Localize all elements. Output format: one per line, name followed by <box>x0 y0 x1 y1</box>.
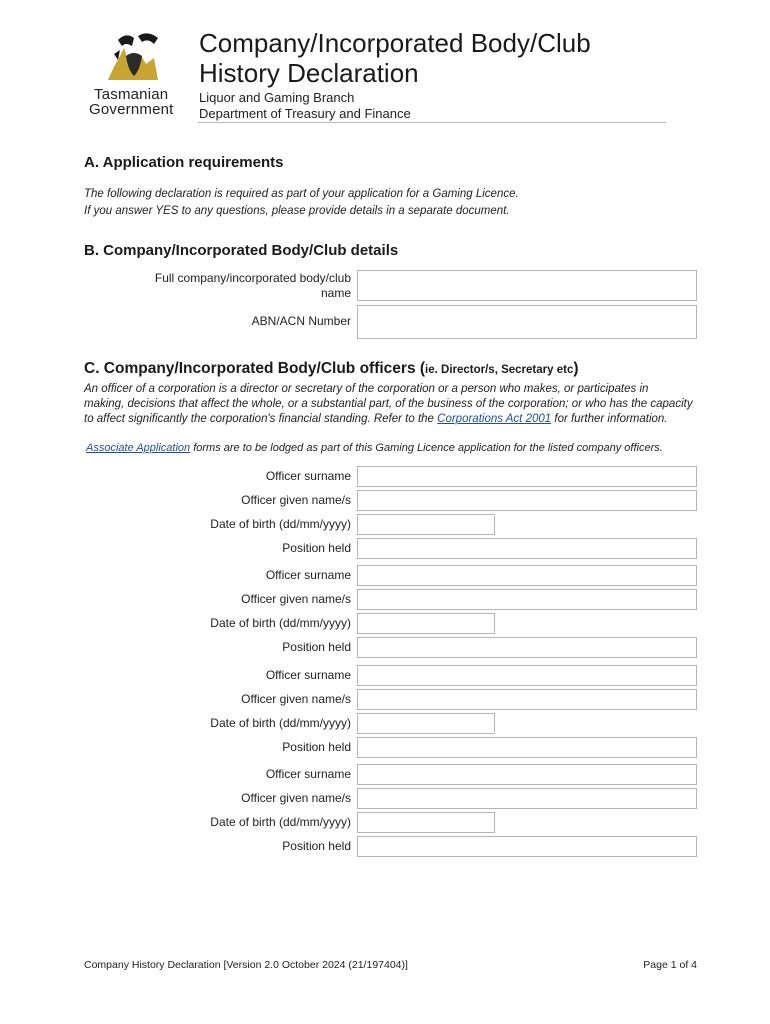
section-c-heading-note: ie. Director/s, Secretary etc <box>425 364 574 376</box>
officer-given-names-label: Officer given name/s <box>241 493 351 507</box>
associate-application-note <box>86 441 663 456</box>
footer-page-number: Page 1 of 4 <box>643 959 697 971</box>
tasmanian-government-logo <box>82 30 182 120</box>
officer-surname-input[interactable] <box>357 764 697 785</box>
officer-given-names-input[interactable] <box>357 689 697 710</box>
officer-surname-input[interactable] <box>357 466 697 487</box>
officer-date-of-birth-label: Date of birth (dd/mm/yyyy) <box>210 815 351 829</box>
section-b-heading: B. Company/Incorporated Body/Club details <box>84 242 399 259</box>
associate-application-link[interactable]: Associate Application <box>86 442 191 454</box>
officer-surname-label: Officer surname <box>265 668 351 682</box>
associate-application-text: forms are to be lodged as part of this Gaming Licence application for the listed company officers. <box>193 442 663 454</box>
officer-given-names-label: Officer given name/s <box>241 692 351 706</box>
officer-given-names-input[interactable] <box>357 589 697 610</box>
officer-description-line3 <box>84 412 668 427</box>
officer-position-input[interactable] <box>357 637 697 658</box>
section-c-heading-close: ) <box>573 360 579 377</box>
branch-name: Liquor and Gaming Branch <box>199 90 355 105</box>
officer-description-line3-end: for further information. <box>554 413 668 425</box>
officer-date-of-birth-input[interactable] <box>357 713 495 734</box>
tasmanian-tiger-icon <box>104 30 164 86</box>
section-a-line1: The following declaration is required as part of your application for a Gaming Licence. <box>84 188 519 200</box>
officer-position-label: Position held <box>282 640 351 654</box>
company-name-label-line2: name <box>320 286 351 300</box>
officer-position-input[interactable] <box>357 538 697 559</box>
abn-acn-input[interactable] <box>357 305 697 339</box>
section-c-heading <box>84 360 579 378</box>
officer-given-names-label: Officer given name/s <box>241 592 351 606</box>
corporations-act-link[interactable]: Corporations Act 2001 <box>437 413 552 425</box>
abn-acn-label: ABN/ACN Number <box>251 314 351 328</box>
company-name-label-line1: Full company/incorporated body/club <box>154 271 351 285</box>
footer-document-info: Company History Declaration [Version 2.0 October 2024 (21/197404)] <box>84 959 408 971</box>
officer-position-input[interactable] <box>357 836 697 857</box>
officer-date-of-birth-input[interactable] <box>357 514 495 535</box>
officer-given-names-input[interactable] <box>357 490 697 511</box>
header-divider <box>198 122 666 123</box>
section-a-line2: If you answer YES to any questions, please provide details in a separate document. <box>84 205 510 217</box>
officer-position-label: Position held <box>282 541 351 555</box>
officer-description-line1: An officer of a corporation is a director or secretary of the corporation or a person who makes, or participates in <box>84 383 649 395</box>
officer-date-of-birth-input[interactable] <box>357 613 495 634</box>
officer-date-of-birth-label: Date of birth (dd/mm/yyyy) <box>210 616 351 630</box>
section-a-heading: A. Application requirements <box>84 154 284 171</box>
officer-surname-input[interactable] <box>357 565 697 586</box>
officer-surname-label: Officer surname <box>265 469 351 483</box>
officer-surname-label: Officer surname <box>265 767 351 781</box>
officer-position-label: Position held <box>282 740 351 754</box>
logo-text-line2: Government <box>89 101 174 118</box>
officer-description-line2: making, decisions that affect the whole, or a substantial part, of the business of the corporation; or who has the capacity <box>84 398 693 410</box>
officer-surname-label: Officer surname <box>265 568 351 582</box>
officer-date-of-birth-label: Date of birth (dd/mm/yyyy) <box>210 716 351 730</box>
officer-given-names-input[interactable] <box>357 788 697 809</box>
logo-text-line1: Tasmanian <box>94 86 169 103</box>
company-name-input[interactable] <box>357 270 697 301</box>
company-name-label <box>155 271 351 301</box>
title-line1: Company/Incorporated Body/Club <box>199 28 591 58</box>
officer-date-of-birth-label: Date of birth (dd/mm/yyyy) <box>210 517 351 531</box>
officer-surname-input[interactable] <box>357 665 697 686</box>
officer-given-names-label: Officer given name/s <box>241 791 351 805</box>
section-c-heading-text: C. Company/Incorporated Body/Club officers ( <box>84 360 426 377</box>
department-name: Department of Treasury and Finance <box>199 106 411 121</box>
officer-description-line3-text: to affect significantly the corporation's financial standing. Refer to the <box>84 413 434 425</box>
officer-position-label: Position held <box>282 839 351 853</box>
title-line2: History Declaration <box>199 58 419 88</box>
officer-position-input[interactable] <box>357 737 697 758</box>
officer-date-of-birth-input[interactable] <box>357 812 495 833</box>
page-title <box>199 28 591 88</box>
